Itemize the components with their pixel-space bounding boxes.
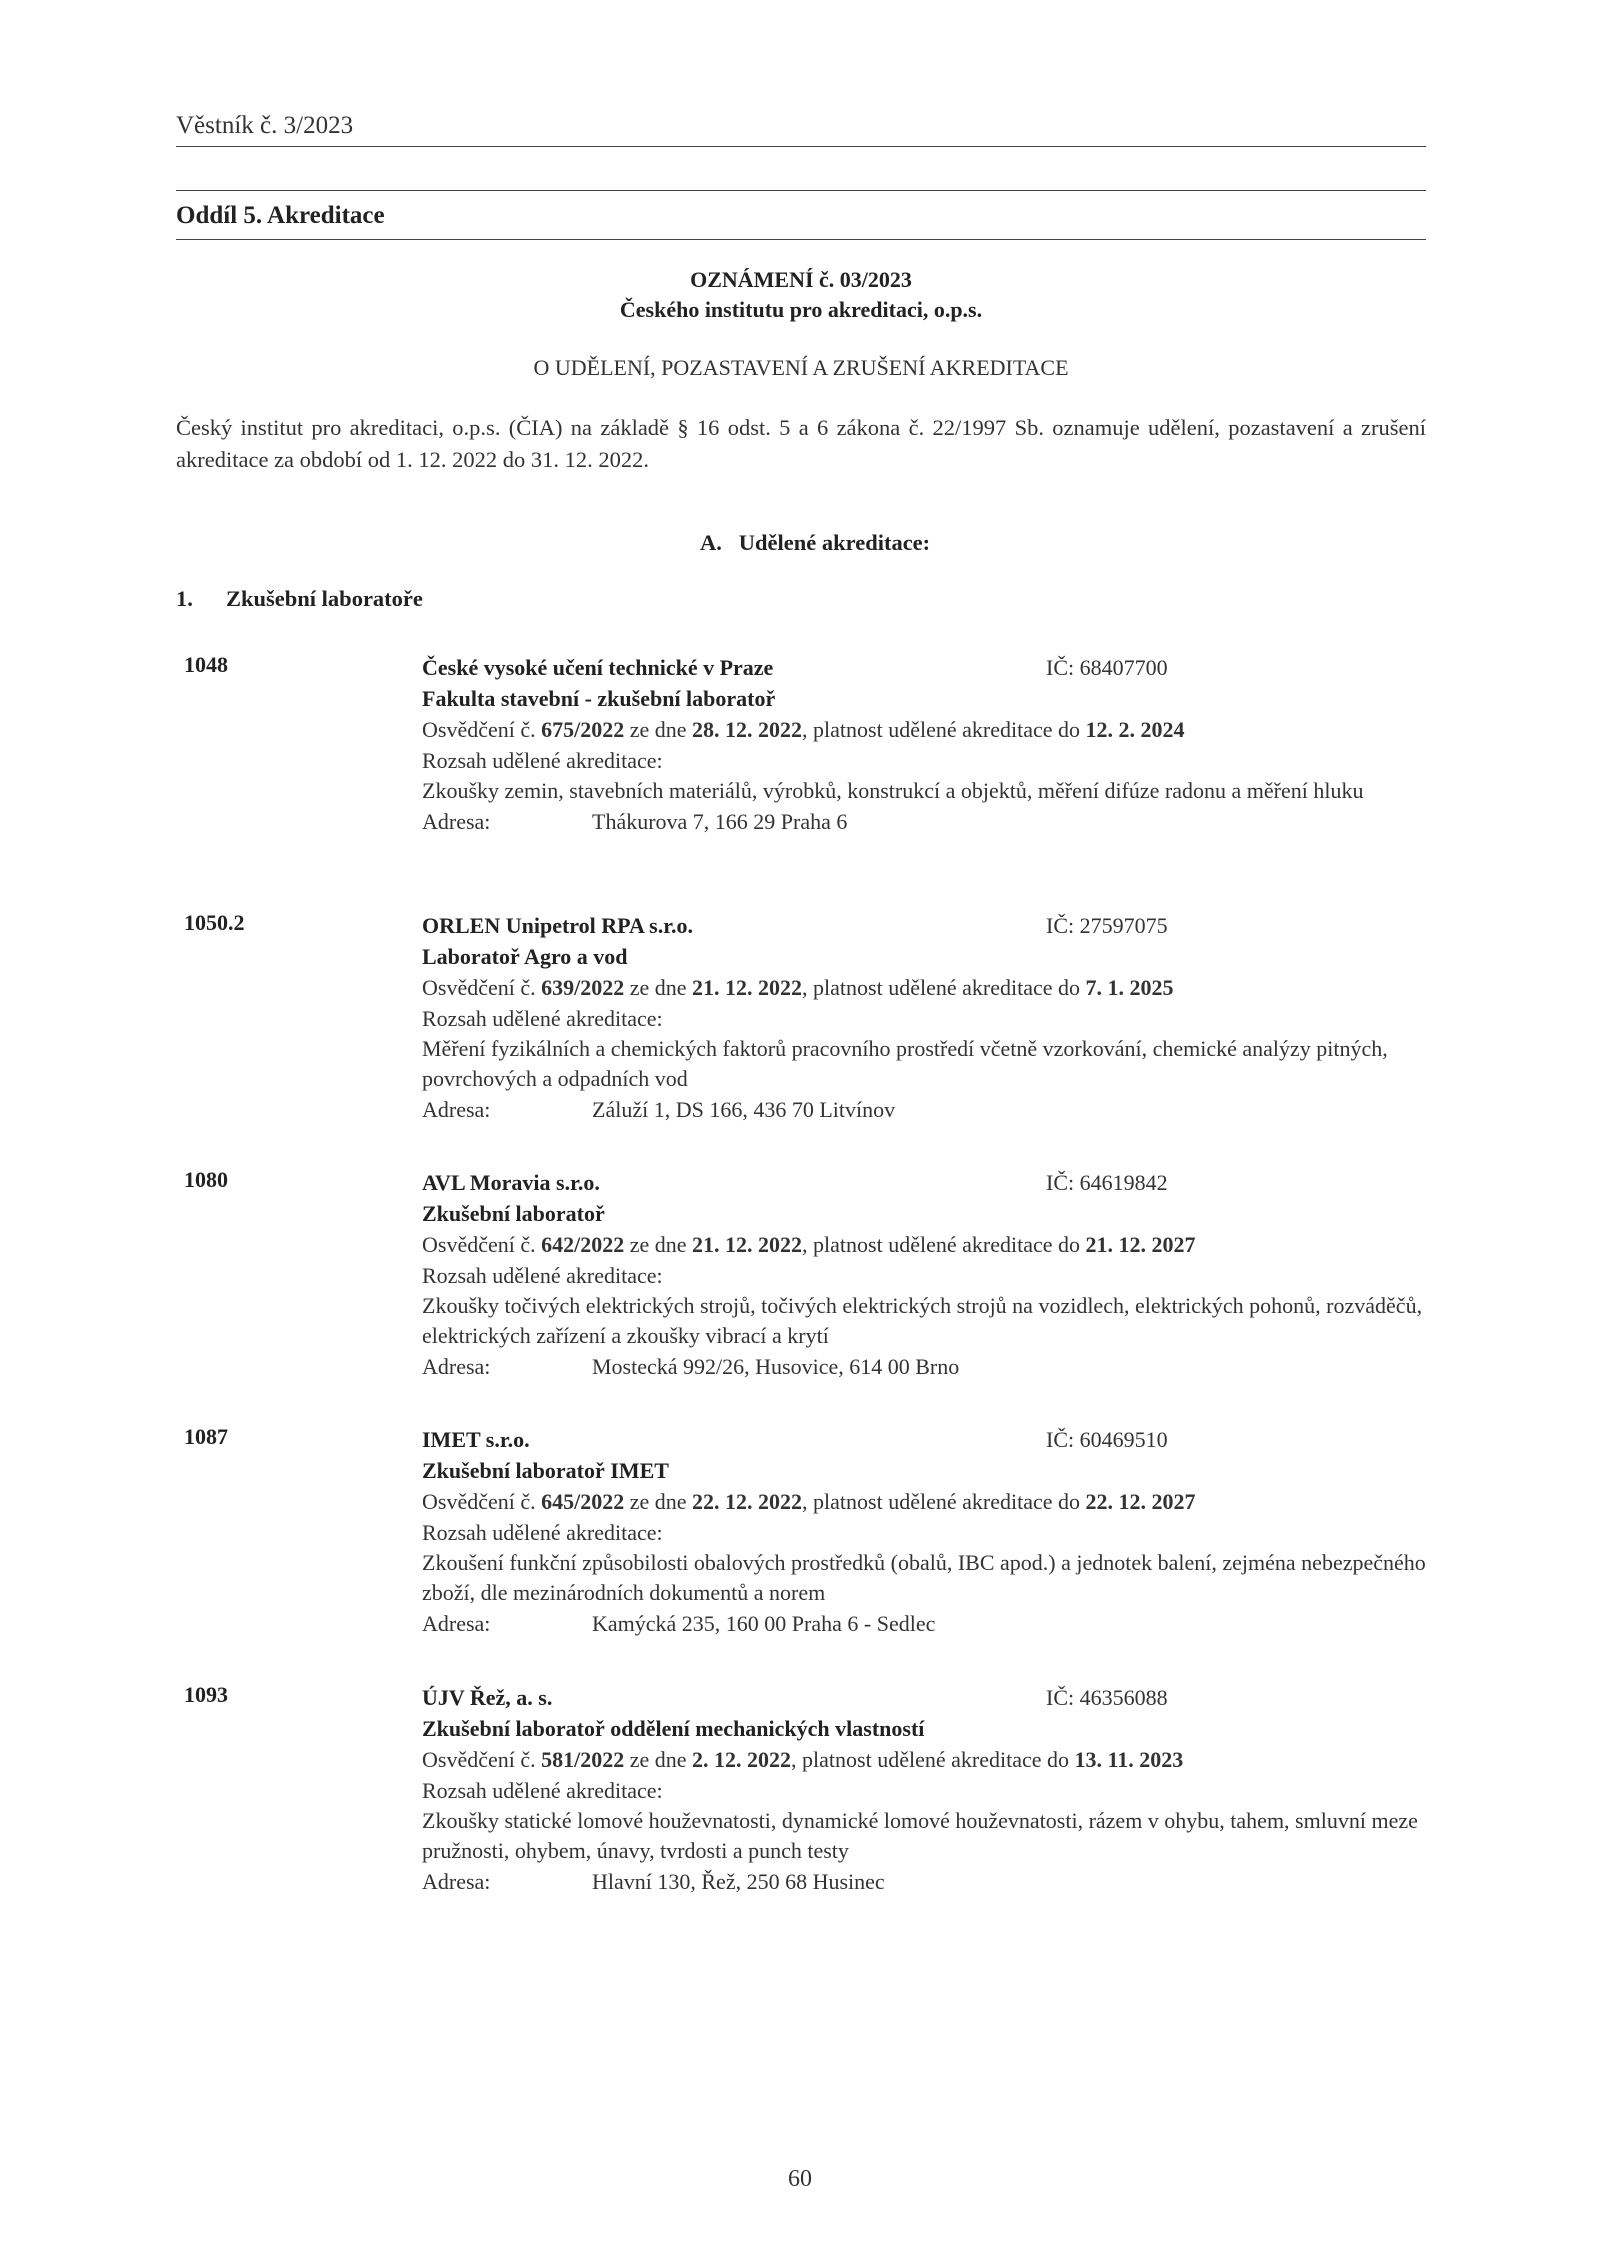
certificate-label: Osvědčení č. <box>422 1232 542 1257</box>
valid-until-date: 21. 12. 2027 <box>1085 1232 1196 1257</box>
company-id: IČ: 64619842 <box>1046 1170 1168 1195</box>
address-line <box>422 806 1432 837</box>
part-a-heading: A. Udělené akreditace: <box>700 530 931 555</box>
certificate-date: 21. 12. 2022 <box>692 975 803 1000</box>
address-label: Adresa: <box>422 1611 491 1636</box>
certificate-line <box>422 1486 1432 1517</box>
subsection-heading <box>176 586 423 612</box>
address-line <box>422 1351 1432 1382</box>
address-label: Adresa: <box>422 809 491 834</box>
section-rule-top <box>176 190 1426 191</box>
validity-label: , platnost udělené akreditace do <box>802 975 1086 1000</box>
certificate-date: 22. 12. 2022 <box>692 1489 803 1514</box>
scope-text: Zkoušky zemin, stavebních materiálů, výrobků, konstrukcí a objektů, měření difúze radonu a měření hluku <box>422 778 1364 803</box>
date-label: ze dne <box>624 975 693 1000</box>
certificate-date: 2. 12. 2022 <box>692 1747 792 1772</box>
notice-title: OZNÁMENÍ č. 03/2023 <box>690 267 912 292</box>
address-line <box>422 1866 1432 1897</box>
page-number: 60 <box>788 2166 812 2192</box>
entry-body <box>422 910 1432 1125</box>
organization-name: IMET s.r.o. <box>422 1427 530 1452</box>
date-label: ze dne <box>624 1747 693 1772</box>
org-line <box>422 910 1432 941</box>
scope-text: Zkoušky točivých elektrických strojů, točivých elektrických strojů na vozidlech, elektrických pohonů, rozváděčů, elektrických zařízení a zkoušky vibrací a krytí <box>422 1293 1423 1348</box>
date-label: ze dne <box>624 717 693 742</box>
scope-text: Zkoušky statické lomové houževnatosti, dynamické lomové houževnatosti, rázem v ohybu, tahem, smluvní meze pružnosti, ohybem, únavy, tvrdosti a punch testy <box>422 1808 1418 1863</box>
lab-code: 1048 <box>184 652 228 677</box>
journal-issue-title: Věstník č. 3/2023 <box>176 112 354 139</box>
scope-label: Rozsah udělené akreditace: <box>422 1520 663 1545</box>
address-label: Adresa: <box>422 1354 491 1379</box>
date-label: ze dne <box>624 1232 693 1257</box>
certificate-label: Osvědčení č. <box>422 975 542 1000</box>
certificate-number: 642/2022 <box>541 1232 625 1257</box>
certificate-line <box>422 714 1432 745</box>
validity-label: , platnost udělené akreditace do <box>802 717 1086 742</box>
address-value: Mostecká 992/26, Husovice, 614 00 Brno <box>592 1354 960 1379</box>
entry-body <box>422 1682 1432 1897</box>
certificate-date: 28. 12. 2022 <box>692 717 803 742</box>
address-line <box>422 1608 1432 1639</box>
certificate-number: 581/2022 <box>541 1747 625 1772</box>
lab-code: 1087 <box>184 1424 228 1449</box>
address-value: Kamýcká 235, 160 00 Praha 6 - Sedlec <box>592 1611 936 1636</box>
certificate-label: Osvědčení č. <box>422 1489 542 1514</box>
address-label: Adresa: <box>422 1097 491 1122</box>
scope-text: Zkoušení funkční způsobilosti obalových prostředků (obalů, IBC apod.) a jednotek balení, zejména nebezpečného zboží, dle mezinárodních dokumentů a norem <box>422 1550 1426 1605</box>
address-label: Adresa: <box>422 1869 491 1894</box>
certificate-label: Osvědčení č. <box>422 717 542 742</box>
certificate-number: 645/2022 <box>541 1489 625 1514</box>
header-rule <box>176 146 1426 147</box>
org-line <box>422 1167 1432 1198</box>
address-value: Thákurova 7, 166 29 Praha 6 <box>592 809 848 834</box>
company-id: IČ: 68407700 <box>1046 655 1168 680</box>
validity-label: , platnost udělené akreditace do <box>802 1489 1086 1514</box>
scope-label: Rozsah udělené akreditace: <box>422 1263 663 1288</box>
certificate-number: 639/2022 <box>541 975 625 1000</box>
org-line <box>422 1424 1432 1455</box>
org-line <box>422 1682 1432 1713</box>
certificate-number: 675/2022 <box>541 717 625 742</box>
date-label: ze dne <box>624 1489 693 1514</box>
lab-name: Zkušební laboratoř IMET <box>422 1458 669 1483</box>
validity-label: , platnost udělené akreditace do <box>791 1747 1075 1772</box>
valid-until-date: 22. 12. 2027 <box>1085 1489 1196 1514</box>
organization-name: ÚJV Řež, a. s. <box>422 1685 553 1710</box>
certificate-date: 21. 12. 2022 <box>692 1232 803 1257</box>
entry-body <box>422 1424 1432 1639</box>
lab-name: Fakulta stavební - zkušební laboratoř <box>422 686 776 711</box>
scope-text: Měření fyzikálních a chemických faktorů pracovního prostředí včetně vzorkování, chemické analýzy pitných, povrchových a odpadních vod <box>422 1036 1388 1091</box>
certificate-line <box>422 1229 1432 1260</box>
notice-intro-paragraph: Český institut pro akreditaci, o.p.s. (ČIA) na základě § 16 odst. 5 a 6 zákona č. 22/1997 Sb. oznamuje udělení, pozastavení a zrušení akreditace za období od 1. 12. 2022 do 31. 12. 2022. <box>176 415 1426 472</box>
validity-label: , platnost udělené akreditace do <box>802 1232 1086 1257</box>
company-id: IČ: 27597075 <box>1046 913 1168 938</box>
section-title: Oddíl 5. Akreditace <box>176 202 385 229</box>
lab-code: 1093 <box>184 1682 228 1707</box>
lab-name: Zkušební laboratoř oddělení mechanických vlastností <box>422 1716 925 1741</box>
address-line <box>422 1094 1432 1125</box>
valid-until-date: 13. 11. 2023 <box>1074 1747 1184 1772</box>
entry-body <box>422 1167 1432 1382</box>
subsection-number: 1. <box>176 586 193 611</box>
company-id: IČ: 60469510 <box>1046 1427 1168 1452</box>
lab-name: Laboratoř Agro a vod <box>422 944 628 969</box>
scope-label: Rozsah udělené akreditace: <box>422 1006 663 1031</box>
certificate-line <box>422 972 1432 1003</box>
organization-name: ORLEN Unipetrol RPA s.r.o. <box>422 913 693 938</box>
certificate-line <box>422 1744 1432 1775</box>
section-rule-bottom <box>176 239 1426 240</box>
address-value: Hlavní 130, Řež, 250 68 Husinec <box>592 1869 885 1894</box>
valid-until-date: 7. 1. 2025 <box>1085 975 1174 1000</box>
subsection-title: Zkušební laboratoře <box>226 586 423 611</box>
scope-label: Rozsah udělené akreditace: <box>422 748 663 773</box>
lab-code: 1050.2 <box>184 910 245 935</box>
certificate-label: Osvědčení č. <box>422 1747 542 1772</box>
entry-body <box>422 652 1432 837</box>
address-value: Záluží 1, DS 166, 436 70 Litvínov <box>592 1097 896 1122</box>
lab-code: 1080 <box>184 1167 228 1192</box>
notice-issuer: Českého institutu pro akreditaci, o.p.s. <box>619 297 983 322</box>
lab-name: Zkušební laboratoř <box>422 1201 605 1226</box>
notice-subject: O UDĚLENÍ, POZASTAVENÍ A ZRUŠENÍ AKREDITACE <box>533 355 1069 380</box>
org-line <box>422 652 1432 683</box>
company-id: IČ: 46356088 <box>1046 1685 1168 1710</box>
valid-until-date: 12. 2. 2024 <box>1085 717 1185 742</box>
organization-name: České vysoké učení technické v Praze <box>422 655 774 680</box>
scope-label: Rozsah udělené akreditace: <box>422 1778 663 1803</box>
organization-name: AVL Moravia s.r.o. <box>422 1170 600 1195</box>
